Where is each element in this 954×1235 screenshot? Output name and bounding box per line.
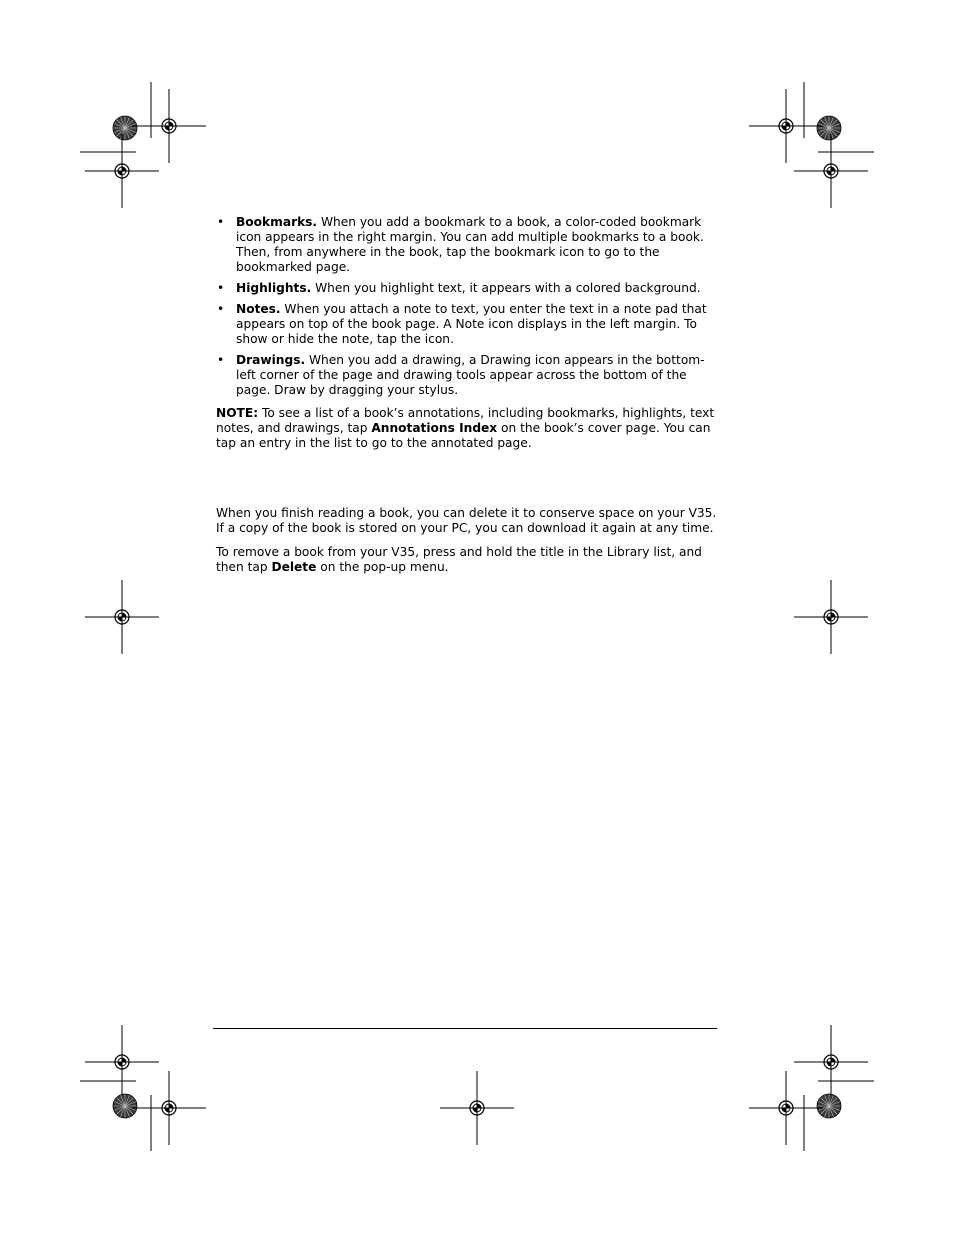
list-item-text: When you add a drawing, a Drawing icon appears in the bottom-left corner of the page and drawing tools appear across the bottom of the page. Draw by dragging your stylus.	[236, 353, 705, 397]
registration-mark	[749, 89, 823, 163]
note-bold-term: Annotations Index	[371, 421, 498, 435]
note-text: To see a list of a book’s annotations, including bookmarks, highlights, text notes, and drawings, tap	[216, 406, 715, 435]
registration-star-mark	[113, 1094, 137, 1118]
body-paragraph	[216, 545, 719, 575]
registration-mark	[794, 134, 868, 208]
registration-mark	[85, 580, 159, 654]
page-content	[216, 215, 719, 584]
body-paragraph: When you finish reading a book, you can delete it to conserve space on your V35. If a copy of the book is stored on your PC, you can download it again at any time.	[216, 506, 717, 535]
body-text: on the pop-up menu.	[316, 560, 449, 574]
section-gap	[216, 460, 719, 506]
list-item-term: Drawings.	[236, 353, 306, 367]
body-text: To remove a book from your V35, press and hold the title in the Library list, and then tap	[216, 545, 702, 574]
registration-mark	[132, 89, 206, 163]
note-paragraph	[216, 406, 719, 451]
list-item	[216, 281, 719, 296]
note-text: on the book’s cover page. You can tap an entry in the list to go to the annotated page.	[216, 421, 711, 450]
registration-mark	[85, 134, 159, 208]
list-item-text: When you attach a note to text, you enter the text in a note pad that appears on top of the book page. A Note icon displays in the left margin. To show or hide the note, tap the icon.	[236, 302, 707, 346]
bullet-glyph: •	[217, 353, 225, 367]
list-item-text: When you highlight text, it appears with a colored background.	[311, 281, 701, 295]
list-item-text: When you add a bookmark to a book, a color-coded bookmark icon appears in the right margin. You can add multiple bookmarks to a book. Then, from anywhere in the book, tap the bookmark icon to go to the bookmarked page.	[236, 215, 704, 274]
list-item	[216, 353, 719, 398]
registration-mark	[794, 580, 868, 654]
registration-star-mark	[817, 116, 841, 140]
list-item-term: Bookmarks.	[236, 215, 318, 229]
bullet-glyph: •	[217, 302, 225, 316]
bullet-glyph: •	[217, 215, 225, 229]
registration-star-mark	[113, 116, 137, 140]
registration-mark	[440, 1071, 514, 1145]
body-bold-term: Delete	[271, 560, 317, 574]
annotation-types-list	[216, 215, 719, 398]
list-item-term: Highlights.	[236, 281, 312, 295]
note-label: NOTE:	[216, 406, 259, 420]
list-item	[216, 302, 719, 347]
registration-mark	[794, 1025, 868, 1099]
registration-star-mark	[817, 1094, 841, 1118]
list-item	[216, 215, 719, 275]
footer-rule	[213, 1028, 717, 1029]
registration-mark	[749, 1071, 823, 1145]
registration-mark	[132, 1071, 206, 1145]
registration-mark	[85, 1025, 159, 1099]
list-item-term: Notes.	[236, 302, 281, 316]
bullet-glyph: •	[217, 281, 225, 295]
